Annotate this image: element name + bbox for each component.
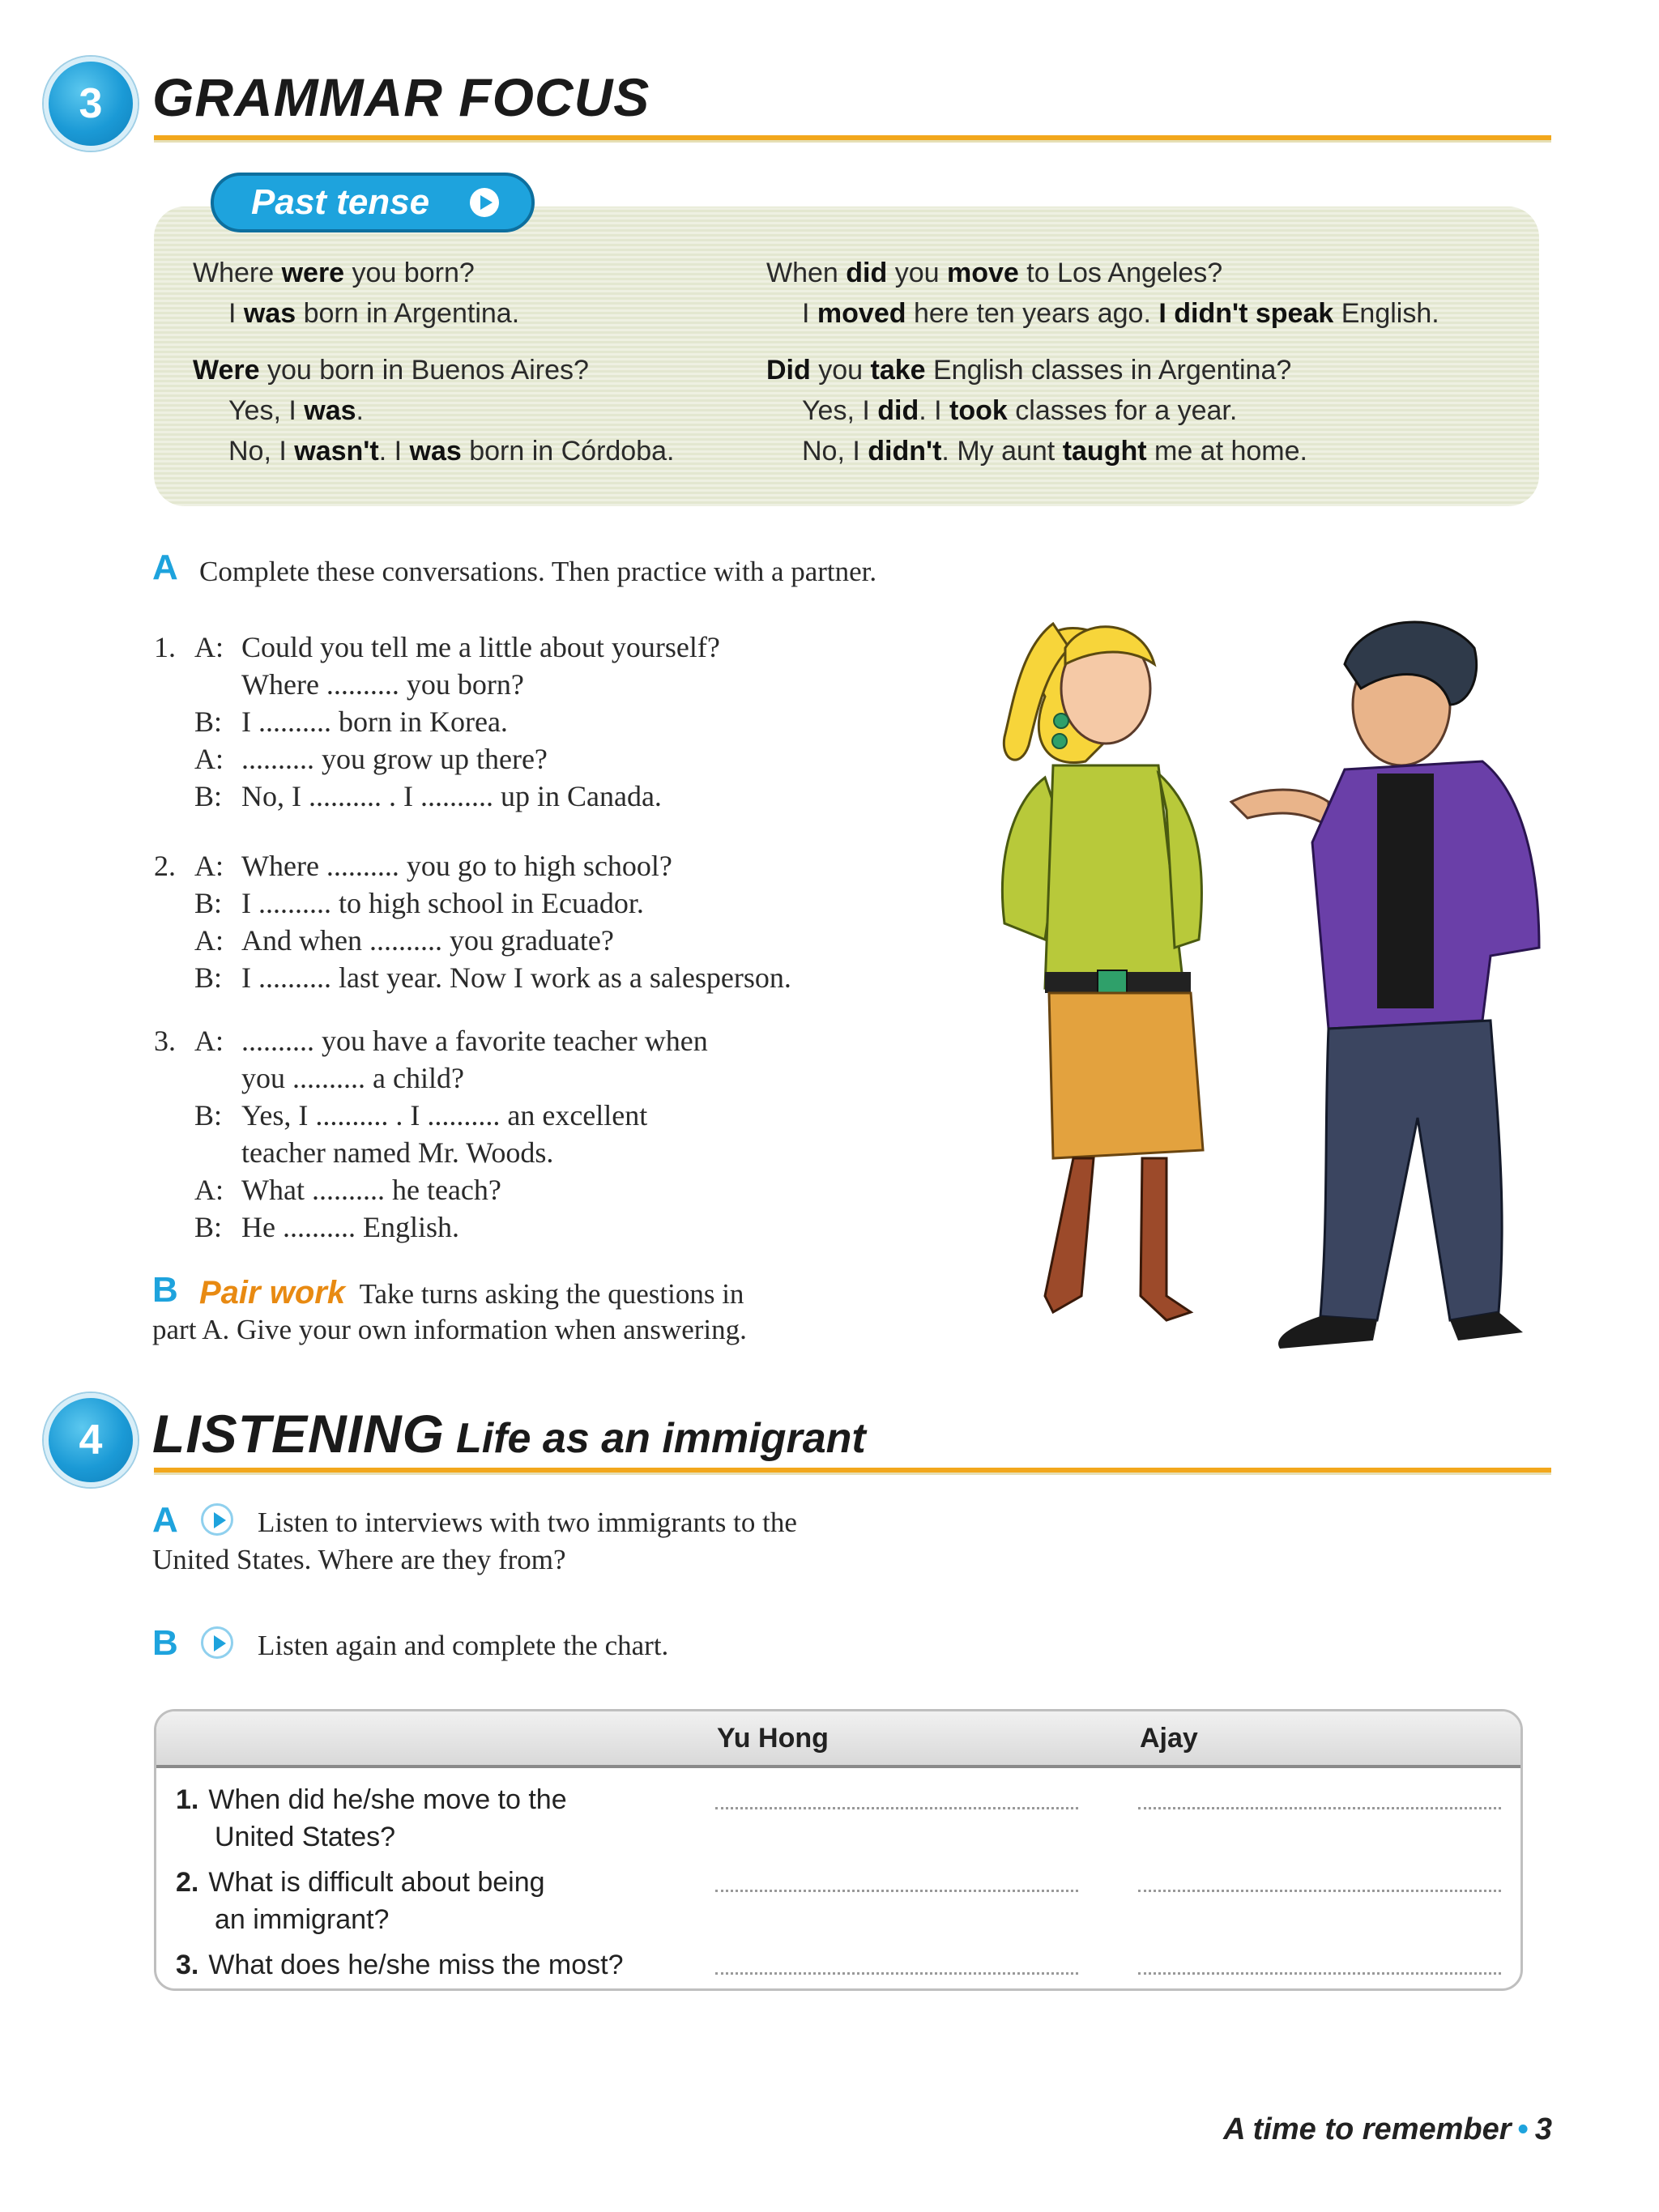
question-text: When did he/she move to the bbox=[208, 1784, 567, 1815]
answer-line-yu-hong[interactable] bbox=[715, 1807, 1078, 1809]
bullet-icon: • bbox=[1517, 2112, 1529, 2146]
grammar-text-run: No, I bbox=[228, 436, 295, 467]
section-rule bbox=[154, 1468, 1551, 1473]
grammar-text-run: No, I bbox=[802, 436, 868, 467]
grammar-text-run: you bbox=[810, 355, 871, 386]
section-title bbox=[152, 1403, 866, 1464]
grammar-text-run: didn't bbox=[868, 436, 942, 467]
listening-instruction-2: United States. Where are they from? bbox=[152, 1544, 566, 1575]
conversation-line: teacher named Mr. Woods. bbox=[241, 1136, 554, 1169]
grammar-text-run: born in Córdoba. bbox=[461, 436, 675, 467]
two-people-illustration bbox=[923, 599, 1572, 1361]
grammar-example-line bbox=[766, 258, 1222, 289]
section-subtitle: Life as an immigrant bbox=[456, 1415, 866, 1462]
grammar-text-run: I didn't speak bbox=[1158, 298, 1334, 329]
chart-question bbox=[176, 1864, 545, 1938]
grammar-example-line bbox=[193, 258, 475, 289]
question-number: 1. bbox=[176, 1784, 199, 1815]
speaker-label: B: bbox=[194, 1099, 223, 1132]
page-number: 3 bbox=[1534, 2112, 1552, 2146]
conversation-line: No, I .......... . I .......... up in Canada. bbox=[241, 780, 662, 812]
grammar-text-run: born in Argentina. bbox=[296, 298, 520, 329]
listening-chart bbox=[154, 1709, 1523, 1991]
conversation-line: And when .......... you graduate? bbox=[241, 924, 614, 957]
speaker-label: B: bbox=[194, 705, 223, 738]
grammar-text-run: I bbox=[228, 298, 244, 329]
pair-work-label: Pair work bbox=[199, 1275, 346, 1311]
grammar-text-run: Did bbox=[766, 355, 811, 386]
grammar-text-run: move bbox=[946, 258, 1019, 288]
answer-line-yu-hong[interactable] bbox=[715, 1972, 1078, 1975]
grammar-text-run: . I bbox=[919, 395, 950, 426]
grammar-text-run: you bbox=[887, 258, 947, 288]
grammar-text-run: me at home. bbox=[1146, 436, 1307, 467]
conversation-line: .......... you grow up there? bbox=[241, 743, 548, 775]
speaker-label: B: bbox=[194, 887, 223, 919]
play-audio-icon[interactable] bbox=[201, 1626, 233, 1659]
conversation-line: Could you tell me a little about yourself? bbox=[241, 631, 720, 663]
grammar-text-run: I bbox=[802, 298, 817, 329]
exercise-letter: A bbox=[152, 548, 178, 587]
listening-instruction: Listen to interviews with two immigrants to the bbox=[258, 1507, 797, 1538]
listening-instruction: Listen again and complete the chart. bbox=[258, 1630, 669, 1661]
conversation-number: 3. bbox=[154, 1025, 176, 1057]
speaker-label: A: bbox=[194, 924, 224, 957]
grammar-text-run: here ten years ago. bbox=[906, 298, 1159, 329]
grammar-text-run: moved bbox=[817, 298, 906, 329]
grammar-example-line bbox=[228, 298, 519, 330]
speaker-label: B: bbox=[194, 780, 223, 812]
chart-header bbox=[156, 1711, 1520, 1768]
conversation-line: Yes, I .......... . I .......... an excellent bbox=[241, 1099, 648, 1132]
grammar-text-run: Were bbox=[193, 355, 260, 386]
answer-line-ajay[interactable] bbox=[1138, 1972, 1501, 1975]
grammar-text-run: English classes in Argentina? bbox=[925, 355, 1292, 386]
grammar-text-run: take bbox=[870, 355, 926, 386]
conversation-line: you .......... a child? bbox=[241, 1062, 464, 1094]
speaker-label: A: bbox=[194, 631, 224, 663]
man-figure bbox=[1231, 622, 1539, 1349]
speaker-label: A: bbox=[194, 1025, 224, 1057]
conversation-number: 2. bbox=[154, 850, 176, 882]
question-text: What is difficult about being bbox=[208, 1867, 545, 1898]
section-title: GRAMMAR FOCUS bbox=[152, 67, 650, 127]
grammar-example-line bbox=[766, 355, 1291, 386]
woman-figure bbox=[1002, 624, 1203, 1320]
section-rule bbox=[154, 135, 1551, 140]
answer-line-yu-hong[interactable] bbox=[715, 1890, 1078, 1892]
grammar-text-run: was bbox=[243, 298, 296, 329]
conversation-line: I .......... to high school in Ecuador. bbox=[241, 887, 644, 919]
grammar-example-line bbox=[802, 436, 1307, 467]
grammar-text-run: wasn't bbox=[294, 436, 379, 467]
question-number: 3. bbox=[176, 1950, 199, 1980]
grammar-text-run: was bbox=[304, 395, 356, 426]
grammar-text-run: English. bbox=[1333, 298, 1439, 329]
grammar-example-line bbox=[228, 436, 675, 467]
grammar-example-line bbox=[228, 395, 364, 427]
conversation-line: Where .......... you born? bbox=[241, 668, 524, 701]
grammar-text-run: Where bbox=[193, 258, 282, 288]
grammar-text-run: did bbox=[877, 395, 919, 426]
question-number: 2. bbox=[176, 1867, 199, 1898]
exercise-instruction: Complete these conversations. Then practice with a partner. bbox=[199, 556, 877, 587]
conversation-line: .......... you have a favorite teacher when bbox=[241, 1025, 708, 1057]
chart-question bbox=[176, 1946, 623, 1984]
pill-label: Past tense bbox=[251, 182, 430, 222]
grammar-text-run: were bbox=[281, 258, 345, 288]
grammar-text-run: . I bbox=[378, 436, 410, 467]
section-number-badge: 4 bbox=[44, 1393, 138, 1487]
grammar-text-run: Yes, I bbox=[802, 395, 878, 426]
grammar-example-line bbox=[193, 355, 589, 386]
chart-question bbox=[176, 1781, 567, 1856]
play-arrow-icon[interactable] bbox=[470, 188, 499, 217]
speaker-label: A: bbox=[194, 743, 224, 775]
section-number-badge: 3 bbox=[44, 57, 138, 151]
grammar-example-line bbox=[802, 298, 1439, 330]
pair-work-text: Take turns asking the questions in bbox=[359, 1278, 744, 1310]
grammar-text-run: When bbox=[766, 258, 847, 288]
play-audio-icon[interactable] bbox=[201, 1503, 233, 1536]
grammar-text-run: you born in Buenos Aires? bbox=[259, 355, 589, 386]
grammar-text-run: did bbox=[846, 258, 888, 288]
exercise-letter: B bbox=[152, 1623, 178, 1663]
grammar-text-run: classes for a year. bbox=[1007, 395, 1238, 426]
grammar-text-run: was bbox=[409, 436, 462, 467]
pair-work-text-2: part A. Give your own information when answering. bbox=[152, 1314, 747, 1345]
grammar-example-line bbox=[802, 395, 1237, 427]
conversation-line: Where .......... you go to high school? bbox=[241, 850, 672, 882]
grammar-text-run: you born? bbox=[344, 258, 475, 288]
exercise-letter: B bbox=[152, 1270, 178, 1310]
column-header-yu-hong: Yu Hong bbox=[717, 1723, 829, 1754]
answer-line-ajay[interactable] bbox=[1138, 1890, 1501, 1892]
question-text-2: an immigrant? bbox=[215, 1904, 390, 1935]
pair-work-instruction bbox=[199, 1275, 744, 1311]
conversation-number: 1. bbox=[154, 631, 176, 663]
section-title-main: LISTENING bbox=[152, 1404, 446, 1464]
speaker-label: B: bbox=[194, 961, 223, 994]
grammar-text-run: to Los Angeles? bbox=[1018, 258, 1223, 288]
speaker-label: A: bbox=[194, 1174, 224, 1206]
conversation-line: What .......... he teach? bbox=[241, 1174, 501, 1206]
speaker-label: B: bbox=[194, 1211, 223, 1243]
question-text: What does he/she miss the most? bbox=[208, 1950, 624, 1980]
grammar-text-run: Yes, I bbox=[228, 395, 305, 426]
grammar-text-run: took bbox=[949, 395, 1008, 426]
conversation-line: I .......... last year. Now I work as a salesperson. bbox=[241, 961, 791, 994]
column-header-ajay: Ajay bbox=[1140, 1723, 1198, 1754]
grammar-text-run: . My aunt bbox=[941, 436, 1063, 467]
unit-title: A time to remember bbox=[1223, 2112, 1512, 2146]
answer-line-ajay[interactable] bbox=[1138, 1807, 1501, 1809]
grammar-text-run: taught bbox=[1062, 436, 1147, 467]
page-footer bbox=[1223, 2112, 1552, 2147]
conversation-line: I .......... born in Korea. bbox=[241, 705, 508, 738]
grammar-text-run: . bbox=[356, 395, 364, 426]
exercise-letter: A bbox=[152, 1500, 178, 1540]
conversation-line: He .......... English. bbox=[241, 1211, 459, 1243]
question-text-2: United States? bbox=[215, 1822, 396, 1852]
speaker-label: A: bbox=[194, 850, 224, 882]
